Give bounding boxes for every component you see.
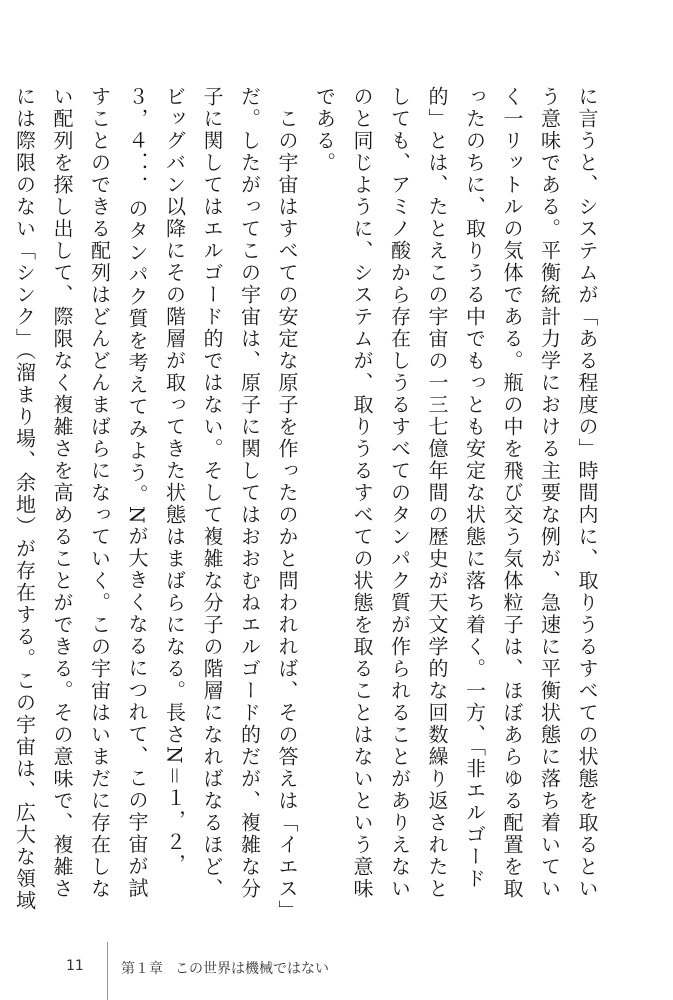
paragraph-2-text: この宇宙はすべての安定な原子を作ったのかと問われれば、その答えは「イエス」だ。したがってこの宇宙は、原子に関してはおおむねエルゴード的だが、複雑な分子に関してはエルゴード的ではない。そして複雑な分子の階層になればなるほど、ビッグバン以降にその階層が取ってきた状態はまばらになる。長さN＝１，２，３，４．．．のタンパク質を考えてみよう。Nが大きくなるにつれて、この宇宙が試すことのできる配列はどんどんまばらになっていく。この宇宙はいまだに存在しない配列を探し出して、際限なく複雑さを高めることができる。その意味で、複雑さには際限のない「シンク」（溜まり場、余地）が存在する。この宇宙は、広大な領域 [12,86,299,912]
body-text [12,86,605,916]
footer-divider [107,942,108,1000]
chapter-title: この世界は機械ではない [175,961,329,977]
paragraph-2 [0,86,305,916]
chapter-label: 第１章 [121,961,163,977]
paragraph-1: に言うと、システムが「ある程度の」時間内に、取りうるすべての状態を取るという意味である。平衡統計力学における主要な例が、急速に平衡状態に落ち着いていく一リットルの気体である。瓶の中を飛び交う気体粒子は、ほぼあらゆる配置を取ったのちに、取りうる中でもっとも安定な状態に落ち着く。一方、「非エルゴード的」とは、たとえこの宇宙の一三七億年間の歴史が天文学的な回数繰り返されたとしても、アミノ酸から存在しうるすべてのタンパク質が作られることがありえないのと同じように、システムが、取りうるすべての状態を取ることはないという意味である。 [312,86,599,900]
paragraph-indent [275,86,299,108]
running-head [121,958,329,978]
page-footer [0,930,673,1000]
page-number: 11 [66,958,84,974]
